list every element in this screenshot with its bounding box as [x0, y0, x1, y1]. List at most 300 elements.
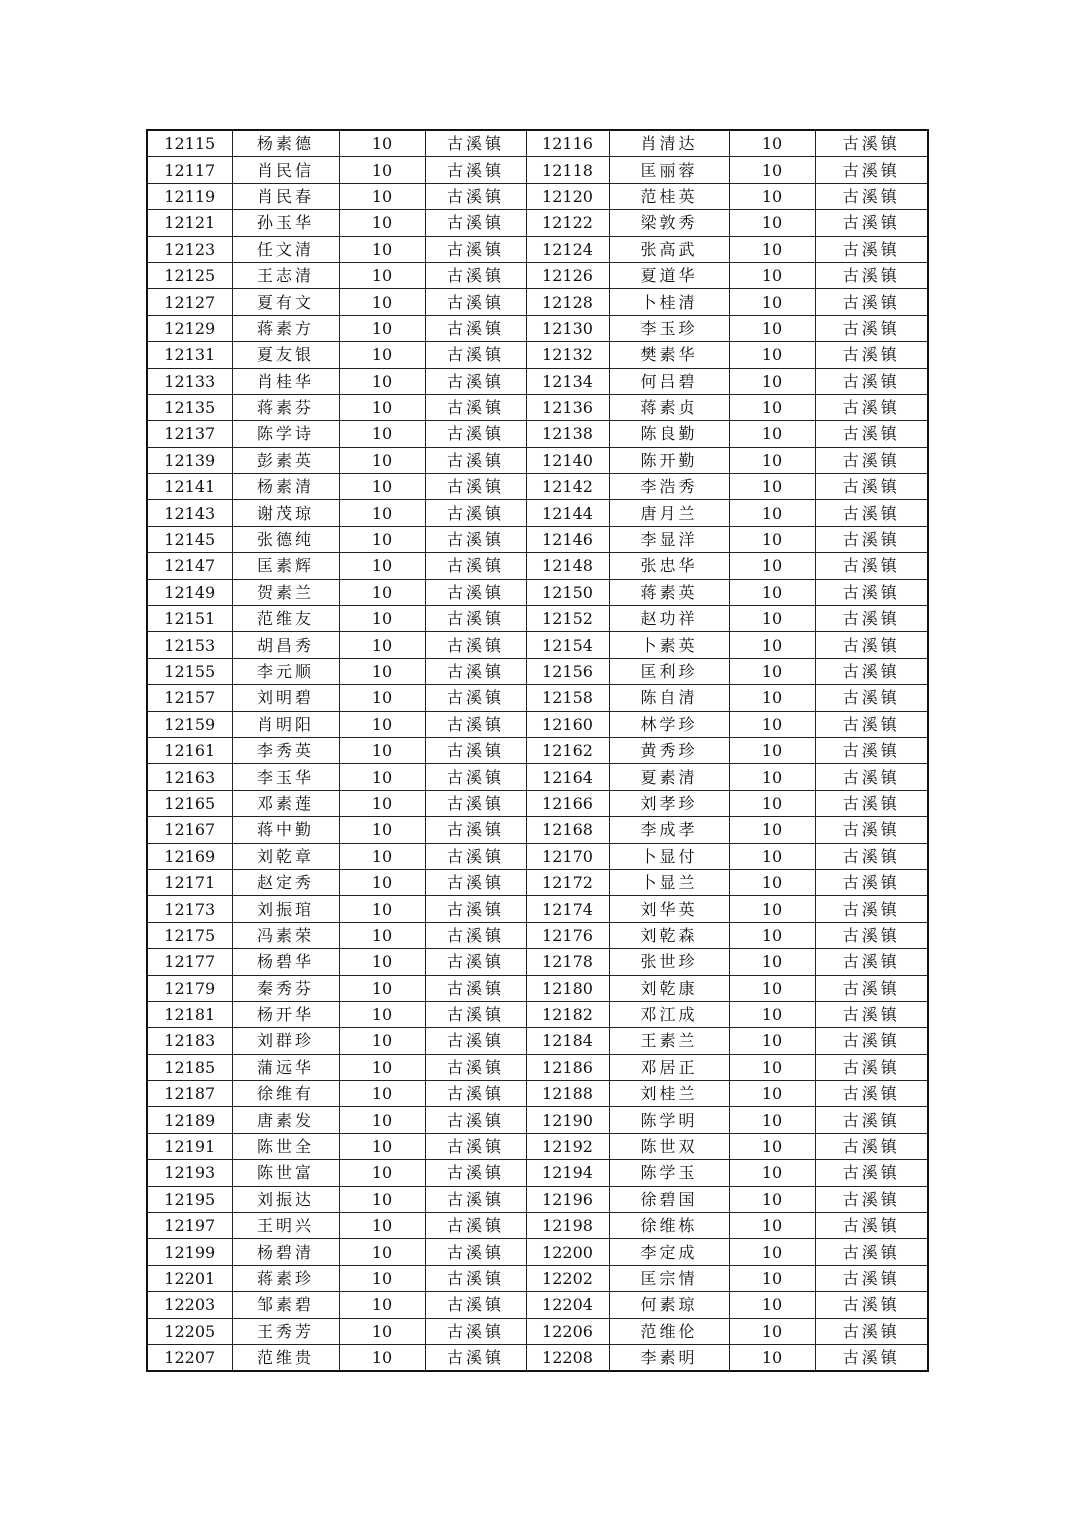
amount-cell: 10: [729, 1133, 815, 1159]
record-number-cell: 12183: [147, 1028, 232, 1054]
town-cell: 古溪镇: [815, 1107, 928, 1133]
table-row: [147, 843, 928, 869]
record-number-cell: 12118: [526, 157, 609, 183]
amount-cell: 10: [729, 210, 815, 236]
record-number-cell: 12116: [526, 130, 609, 157]
person-name-cell: 刘华英: [609, 896, 729, 922]
record-number-cell: 12180: [526, 975, 609, 1001]
table-row: [147, 526, 928, 552]
town-cell: 古溪镇: [425, 1292, 526, 1318]
table-row: [147, 236, 928, 262]
amount-cell: 10: [729, 658, 815, 684]
amount-cell: 10: [729, 1001, 815, 1027]
record-number-cell: 12174: [526, 896, 609, 922]
record-number-cell: 12203: [147, 1292, 232, 1318]
town-cell: 古溪镇: [815, 315, 928, 341]
record-number-cell: 12127: [147, 289, 232, 315]
town-cell: 古溪镇: [815, 606, 928, 632]
town-cell: 古溪镇: [815, 869, 928, 895]
town-cell: 古溪镇: [815, 394, 928, 420]
table-row: [147, 421, 928, 447]
table-row: [147, 1239, 928, 1265]
amount-cell: 10: [729, 289, 815, 315]
record-number-cell: 12141: [147, 474, 232, 500]
amount-cell: 10: [339, 421, 425, 447]
record-number-cell: 12146: [526, 526, 609, 552]
table-row: [147, 790, 928, 816]
table-row: [147, 447, 928, 473]
record-number-cell: 12175: [147, 922, 232, 948]
person-name-cell: 李玉珍: [609, 315, 729, 341]
table-row: [147, 210, 928, 236]
town-cell: 古溪镇: [815, 975, 928, 1001]
record-number-cell: 12197: [147, 1213, 232, 1239]
record-number-cell: 12119: [147, 183, 232, 209]
town-cell: 古溪镇: [425, 1186, 526, 1212]
person-name-cell: 肖桂华: [232, 368, 339, 394]
town-cell: 古溪镇: [815, 790, 928, 816]
person-name-cell: 徐维有: [232, 1081, 339, 1107]
amount-cell: 10: [729, 262, 815, 288]
person-name-cell: 范维贵: [232, 1344, 339, 1371]
town-cell: 古溪镇: [425, 183, 526, 209]
record-number-cell: 12134: [526, 368, 609, 394]
person-name-cell: 匡宗情: [609, 1265, 729, 1291]
person-name-cell: 杨素清: [232, 474, 339, 500]
town-cell: 古溪镇: [425, 474, 526, 500]
person-name-cell: 杨素德: [232, 130, 339, 157]
person-name-cell: 谢茂琼: [232, 500, 339, 526]
person-name-cell: 卜显付: [609, 843, 729, 869]
person-name-cell: 夏友银: [232, 342, 339, 368]
record-number-cell: 12145: [147, 526, 232, 552]
town-cell: 古溪镇: [425, 1160, 526, 1186]
amount-cell: 10: [339, 1133, 425, 1159]
amount-cell: 10: [339, 236, 425, 262]
record-number-cell: 12123: [147, 236, 232, 262]
amount-cell: 10: [729, 869, 815, 895]
table-row: [147, 394, 928, 420]
town-cell: 古溪镇: [815, 183, 928, 209]
amount-cell: 10: [729, 474, 815, 500]
table-row: [147, 817, 928, 843]
town-cell: 古溪镇: [425, 606, 526, 632]
town-cell: 古溪镇: [815, 1001, 928, 1027]
amount-cell: 10: [729, 421, 815, 447]
record-number-cell: 12177: [147, 949, 232, 975]
town-cell: 古溪镇: [815, 447, 928, 473]
record-number-cell: 12150: [526, 579, 609, 605]
person-name-cell: 秦秀芬: [232, 975, 339, 1001]
table-row: [147, 869, 928, 895]
town-cell: 古溪镇: [815, 500, 928, 526]
person-name-cell: 王明兴: [232, 1213, 339, 1239]
town-cell: 古溪镇: [815, 262, 928, 288]
table-row: [147, 606, 928, 632]
record-number-cell: 12166: [526, 790, 609, 816]
town-cell: 古溪镇: [815, 553, 928, 579]
person-name-cell: 孙玉华: [232, 210, 339, 236]
record-number-cell: 12199: [147, 1239, 232, 1265]
person-name-cell: 蒋素珍: [232, 1265, 339, 1291]
record-number-cell: 12156: [526, 658, 609, 684]
amount-cell: 10: [729, 1318, 815, 1344]
amount-cell: 10: [729, 236, 815, 262]
town-cell: 古溪镇: [425, 1133, 526, 1159]
town-cell: 古溪镇: [425, 817, 526, 843]
person-name-cell: 黄秀珍: [609, 737, 729, 763]
table-row: [147, 1344, 928, 1371]
record-number-cell: 12148: [526, 553, 609, 579]
record-number-cell: 12168: [526, 817, 609, 843]
record-number-cell: 12124: [526, 236, 609, 262]
record-number-cell: 12204: [526, 1292, 609, 1318]
amount-cell: 10: [339, 289, 425, 315]
person-name-cell: 陈世双: [609, 1133, 729, 1159]
person-name-cell: 刘振达: [232, 1186, 339, 1212]
amount-cell: 10: [729, 183, 815, 209]
record-number-cell: 12188: [526, 1081, 609, 1107]
amount-cell: 10: [339, 1292, 425, 1318]
town-cell: 古溪镇: [425, 1001, 526, 1027]
record-number-cell: 12184: [526, 1028, 609, 1054]
town-cell: 古溪镇: [425, 790, 526, 816]
amount-cell: 10: [729, 368, 815, 394]
record-number-cell: 12131: [147, 342, 232, 368]
table-row: [147, 764, 928, 790]
table-row: [147, 685, 928, 711]
record-number-cell: 12128: [526, 289, 609, 315]
town-cell: 古溪镇: [425, 500, 526, 526]
person-name-cell: 林学珍: [609, 711, 729, 737]
amount-cell: 10: [729, 817, 815, 843]
record-number-cell: 12122: [526, 210, 609, 236]
person-name-cell: 蒋素方: [232, 315, 339, 341]
amount-cell: 10: [339, 394, 425, 420]
person-name-cell: 王志清: [232, 262, 339, 288]
amount-cell: 10: [339, 368, 425, 394]
person-name-cell: 王秀芳: [232, 1318, 339, 1344]
person-name-cell: 李秀英: [232, 737, 339, 763]
person-name-cell: 何素琼: [609, 1292, 729, 1318]
person-name-cell: 李浩秀: [609, 474, 729, 500]
town-cell: 古溪镇: [815, 421, 928, 447]
person-name-cell: 任文清: [232, 236, 339, 262]
town-cell: 古溪镇: [815, 1239, 928, 1265]
amount-cell: 10: [339, 843, 425, 869]
amount-cell: 10: [339, 553, 425, 579]
amount-cell: 10: [339, 1239, 425, 1265]
town-cell: 古溪镇: [425, 1344, 526, 1371]
record-number-cell: 12194: [526, 1160, 609, 1186]
town-cell: 古溪镇: [425, 1081, 526, 1107]
person-name-cell: 贺素兰: [232, 579, 339, 605]
amount-cell: 10: [729, 526, 815, 552]
record-number-cell: 12154: [526, 632, 609, 658]
record-number-cell: 12130: [526, 315, 609, 341]
amount-cell: 10: [339, 1054, 425, 1080]
record-number-cell: 12172: [526, 869, 609, 895]
record-number-cell: 12143: [147, 500, 232, 526]
person-name-cell: 范桂英: [609, 183, 729, 209]
record-number-cell: 12205: [147, 1318, 232, 1344]
record-number-cell: 12207: [147, 1344, 232, 1371]
town-cell: 古溪镇: [815, 764, 928, 790]
record-number-cell: 12171: [147, 869, 232, 895]
record-number-cell: 12187: [147, 1081, 232, 1107]
amount-cell: 10: [729, 606, 815, 632]
record-number-cell: 12136: [526, 394, 609, 420]
person-name-cell: 肖民信: [232, 157, 339, 183]
record-number-cell: 12117: [147, 157, 232, 183]
record-number-cell: 12182: [526, 1001, 609, 1027]
record-number-cell: 12202: [526, 1265, 609, 1291]
record-number-cell: 12190: [526, 1107, 609, 1133]
town-cell: 古溪镇: [425, 1213, 526, 1239]
person-name-cell: 张忠华: [609, 553, 729, 579]
amount-cell: 10: [339, 210, 425, 236]
town-cell: 古溪镇: [815, 236, 928, 262]
table-row: [147, 922, 928, 948]
person-name-cell: 卜桂清: [609, 289, 729, 315]
record-number-cell: 12135: [147, 394, 232, 420]
town-cell: 古溪镇: [815, 1160, 928, 1186]
table-row: [147, 1318, 928, 1344]
amount-cell: 10: [339, 606, 425, 632]
person-name-cell: 李素明: [609, 1344, 729, 1371]
town-cell: 古溪镇: [815, 817, 928, 843]
amount-cell: 10: [729, 896, 815, 922]
person-name-cell: 李显洋: [609, 526, 729, 552]
town-cell: 古溪镇: [815, 130, 928, 157]
amount-cell: 10: [729, 922, 815, 948]
amount-cell: 10: [729, 1239, 815, 1265]
amount-cell: 10: [729, 579, 815, 605]
record-number-cell: 12176: [526, 922, 609, 948]
amount-cell: 10: [729, 342, 815, 368]
table-row: [147, 1107, 928, 1133]
table-row: [147, 632, 928, 658]
person-name-cell: 蒋素芬: [232, 394, 339, 420]
town-cell: 古溪镇: [425, 342, 526, 368]
town-cell: 古溪镇: [425, 1265, 526, 1291]
record-number-cell: 12144: [526, 500, 609, 526]
person-name-cell: 匡素辉: [232, 553, 339, 579]
record-number-cell: 12206: [526, 1318, 609, 1344]
record-number-cell: 12181: [147, 1001, 232, 1027]
town-cell: 古溪镇: [815, 474, 928, 500]
town-cell: 古溪镇: [425, 737, 526, 763]
amount-cell: 10: [729, 1213, 815, 1239]
amount-cell: 10: [339, 711, 425, 737]
record-number-cell: 12155: [147, 658, 232, 684]
amount-cell: 10: [339, 500, 425, 526]
record-number-cell: 12196: [526, 1186, 609, 1212]
amount-cell: 10: [339, 1265, 425, 1291]
person-name-cell: 何吕碧: [609, 368, 729, 394]
table-row: [147, 1160, 928, 1186]
amount-cell: 10: [339, 157, 425, 183]
amount-cell: 10: [339, 764, 425, 790]
amount-cell: 10: [339, 1107, 425, 1133]
table-row: [147, 1001, 928, 1027]
person-name-cell: 邓素莲: [232, 790, 339, 816]
person-name-cell: 肖明阳: [232, 711, 339, 737]
person-name-cell: 徐维栋: [609, 1213, 729, 1239]
table-row: [147, 1292, 928, 1318]
town-cell: 古溪镇: [425, 553, 526, 579]
roster-body: [147, 130, 928, 1371]
person-name-cell: 李定成: [609, 1239, 729, 1265]
town-cell: 古溪镇: [815, 1133, 928, 1159]
town-cell: 古溪镇: [425, 843, 526, 869]
person-name-cell: 蒲远华: [232, 1054, 339, 1080]
person-name-cell: 邹素碧: [232, 1292, 339, 1318]
person-name-cell: 陈学明: [609, 1107, 729, 1133]
table-row: [147, 737, 928, 763]
person-name-cell: 彭素英: [232, 447, 339, 473]
amount-cell: 10: [339, 579, 425, 605]
amount-cell: 10: [729, 790, 815, 816]
person-name-cell: 张世珍: [609, 949, 729, 975]
table-row: [147, 500, 928, 526]
town-cell: 古溪镇: [815, 342, 928, 368]
town-cell: 古溪镇: [425, 368, 526, 394]
roster-table: [146, 129, 929, 1372]
amount-cell: 10: [339, 1160, 425, 1186]
town-cell: 古溪镇: [425, 1107, 526, 1133]
person-name-cell: 李玉华: [232, 764, 339, 790]
table-row: [147, 289, 928, 315]
town-cell: 古溪镇: [815, 949, 928, 975]
table-row: [147, 262, 928, 288]
person-name-cell: 蒋素英: [609, 579, 729, 605]
record-number-cell: 12192: [526, 1133, 609, 1159]
town-cell: 古溪镇: [425, 1054, 526, 1080]
record-number-cell: 12139: [147, 447, 232, 473]
town-cell: 古溪镇: [425, 236, 526, 262]
table-row: [147, 1186, 928, 1212]
person-name-cell: 蒋中勤: [232, 817, 339, 843]
person-name-cell: 刘乾章: [232, 843, 339, 869]
town-cell: 古溪镇: [815, 632, 928, 658]
town-cell: 古溪镇: [425, 1028, 526, 1054]
person-name-cell: 唐月兰: [609, 500, 729, 526]
amount-cell: 10: [729, 157, 815, 183]
amount-cell: 10: [339, 315, 425, 341]
person-name-cell: 蒋素贞: [609, 394, 729, 420]
person-name-cell: 陈开勤: [609, 447, 729, 473]
person-name-cell: 邓江成: [609, 1001, 729, 1027]
town-cell: 古溪镇: [815, 210, 928, 236]
person-name-cell: 陈良勤: [609, 421, 729, 447]
record-number-cell: 12160: [526, 711, 609, 737]
town-cell: 古溪镇: [425, 210, 526, 236]
town-cell: 古溪镇: [815, 843, 928, 869]
town-cell: 古溪镇: [815, 1028, 928, 1054]
record-number-cell: 12149: [147, 579, 232, 605]
person-name-cell: 邓居正: [609, 1054, 729, 1080]
town-cell: 古溪镇: [425, 315, 526, 341]
amount-cell: 10: [339, 685, 425, 711]
table-row: [147, 896, 928, 922]
record-number-cell: 12208: [526, 1344, 609, 1371]
amount-cell: 10: [339, 262, 425, 288]
amount-cell: 10: [339, 447, 425, 473]
record-number-cell: 12115: [147, 130, 232, 157]
amount-cell: 10: [339, 737, 425, 763]
amount-cell: 10: [729, 1186, 815, 1212]
person-name-cell: 陈世富: [232, 1160, 339, 1186]
person-name-cell: 徐碧国: [609, 1186, 729, 1212]
person-name-cell: 杨开华: [232, 1001, 339, 1027]
person-name-cell: 陈自清: [609, 685, 729, 711]
record-number-cell: 12200: [526, 1239, 609, 1265]
table-row: [147, 157, 928, 183]
town-cell: 古溪镇: [425, 394, 526, 420]
record-number-cell: 12152: [526, 606, 609, 632]
amount-cell: 10: [729, 1107, 815, 1133]
person-name-cell: 刘振琯: [232, 896, 339, 922]
amount-cell: 10: [339, 817, 425, 843]
amount-cell: 10: [339, 869, 425, 895]
record-number-cell: 12161: [147, 737, 232, 763]
town-cell: 古溪镇: [815, 157, 928, 183]
town-cell: 古溪镇: [815, 1292, 928, 1318]
table-row: [147, 658, 928, 684]
town-cell: 古溪镇: [815, 368, 928, 394]
town-cell: 古溪镇: [425, 685, 526, 711]
person-name-cell: 肖清达: [609, 130, 729, 157]
table-row: [147, 711, 928, 737]
person-name-cell: 刘桂兰: [609, 1081, 729, 1107]
amount-cell: 10: [729, 447, 815, 473]
roster-sheet: [146, 129, 927, 1372]
town-cell: 古溪镇: [425, 579, 526, 605]
amount-cell: 10: [729, 1265, 815, 1291]
amount-cell: 10: [339, 949, 425, 975]
record-number-cell: 12138: [526, 421, 609, 447]
amount-cell: 10: [339, 922, 425, 948]
table-row: [147, 474, 928, 500]
person-name-cell: 王素兰: [609, 1028, 729, 1054]
amount-cell: 10: [729, 500, 815, 526]
record-number-cell: 12137: [147, 421, 232, 447]
town-cell: 古溪镇: [425, 922, 526, 948]
town-cell: 古溪镇: [815, 711, 928, 737]
town-cell: 古溪镇: [425, 869, 526, 895]
person-name-cell: 李元顺: [232, 658, 339, 684]
record-number-cell: 12132: [526, 342, 609, 368]
town-cell: 古溪镇: [425, 526, 526, 552]
town-cell: 古溪镇: [425, 896, 526, 922]
record-number-cell: 12191: [147, 1133, 232, 1159]
table-row: [147, 368, 928, 394]
amount-cell: 10: [339, 1213, 425, 1239]
town-cell: 古溪镇: [425, 262, 526, 288]
town-cell: 古溪镇: [425, 975, 526, 1001]
person-name-cell: 肖民春: [232, 183, 339, 209]
amount-cell: 10: [339, 1186, 425, 1212]
town-cell: 古溪镇: [815, 1186, 928, 1212]
person-name-cell: 张德纯: [232, 526, 339, 552]
table-row: [147, 1054, 928, 1080]
record-number-cell: 12140: [526, 447, 609, 473]
town-cell: 古溪镇: [815, 1213, 928, 1239]
record-number-cell: 12126: [526, 262, 609, 288]
town-cell: 古溪镇: [815, 922, 928, 948]
amount-cell: 10: [339, 474, 425, 500]
